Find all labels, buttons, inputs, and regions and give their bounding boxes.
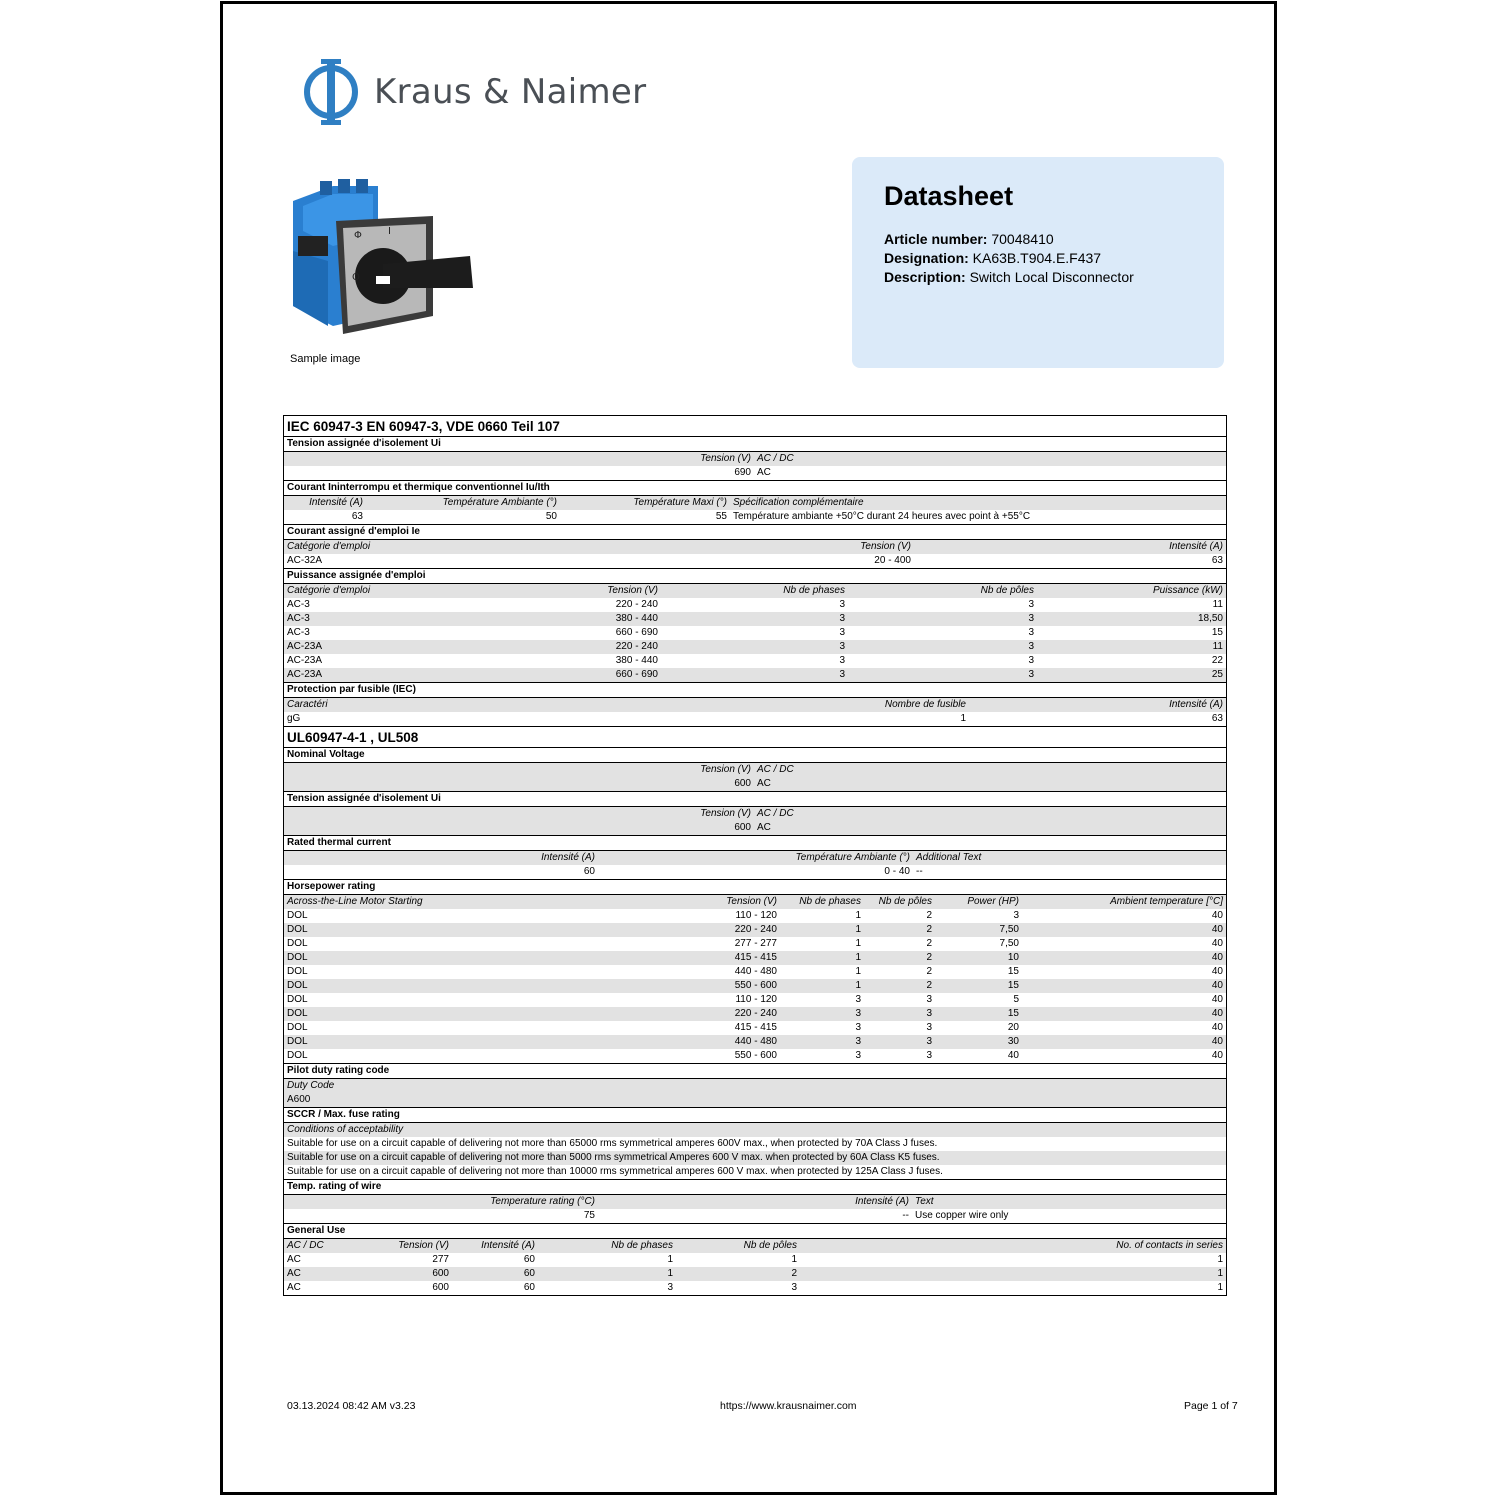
table-row [284,1035,1226,1049]
table-cell: 1 [667,1254,673,1265]
table-header: Across-the-Line Motor Starting [284,895,707,909]
table-cell: -- [902,1210,909,1221]
table-row [284,1007,1226,1021]
brand-name: Kraus & Naimer [374,72,647,112]
table-cell: DOL [284,1035,707,1049]
table-cell: 380 - 440 [564,612,661,626]
table-row [284,1021,1226,1035]
table-cell: Température ambiante +50°C durant 24 heures avec point à +55°C [733,511,1031,522]
table-header: Tension (V) [707,895,780,909]
table-row [284,909,1226,923]
table-cell: 40 [1022,923,1226,937]
section-title: Temp. rating of wire [284,1180,1226,1195]
table-cell: 3 [839,599,845,610]
svg-text:O: O [352,272,360,283]
table-header: AC / DC [754,452,1226,466]
table-cell: 277 - 277 [734,938,777,949]
ul-ui-table [284,807,1226,836]
table-cell: AC [754,777,1226,792]
table-cell: 415 - 415 [734,1022,777,1033]
table-header: Nombre de fusible [684,698,969,712]
table-cell: AC [287,1254,301,1265]
table-cell: 380 - 440 [615,655,658,666]
table-cell: AC-32A [287,555,323,566]
table-cell: 550 - 600 [707,979,780,993]
table-cell: 7,50 [999,938,1019,949]
table-header: Intensité (A) [452,1239,538,1253]
table-cell: 7,50 [935,923,1022,937]
table-cell: Suitable for use on a circuit capable of delivering not more than 10000 rms symmetrical amperes 600 V max. when protected by 125A Class J fuses. [287,1166,943,1177]
section-title: Courant assigné d'emploi Ie [284,525,1226,540]
table-cell: DOL [287,994,308,1005]
table-header: Intensité (A) [598,1195,912,1209]
table-cell: 660 - 690 [615,627,658,638]
table-header: Tension (V) [366,1239,452,1253]
section-title: Tension assignée d'isolement Ui [284,792,1226,807]
table-cell: AC-23A [287,655,323,666]
table-cell: 40 [1211,966,1223,977]
table-row [284,937,1226,951]
table-cell: 0 - 40 [884,866,910,877]
section-title: General Use [284,1224,1226,1239]
table-cell: 220 - 240 [707,923,780,937]
table-header: Power (HP) [935,895,1022,909]
table-cell: 40 [1211,910,1223,921]
ul-nominal-table [284,763,1226,792]
table-cell: 3 [848,612,1037,626]
table-row [284,1049,1226,1064]
table-cell: 60 [523,1254,535,1265]
table-header: Température Maxi (°) [560,496,730,510]
table-header: Tension (V) [644,540,914,554]
table-cell: 40 [1022,951,1226,965]
table-row [284,668,1226,683]
article-label: Article number: [884,231,988,247]
description [884,268,1192,287]
ul-standard-title: UL60947-4-1 , UL508 [284,727,1226,748]
table-cell: 11 [1037,640,1226,654]
table-cell: 3 [864,1035,935,1049]
product-image [288,176,476,336]
table-cell: 3 [848,640,1037,654]
table-cell: 3 [791,1282,797,1293]
ul-sccr-table [284,1123,1226,1180]
table-cell: 40 [1211,1022,1223,1033]
table-cell: 1 [780,979,864,993]
table-cell: 3 [926,1050,932,1061]
table-cell: 600 [366,1267,452,1281]
table-row [284,1281,1226,1295]
table-row [284,951,1226,965]
footer-page: Page 1 of 7 [1184,1400,1238,1412]
table-row [284,1151,1226,1165]
table-row [284,1165,1226,1180]
table-cell: 5 [1013,994,1019,1005]
section-title: Pilot duty rating code [284,1064,1226,1079]
table-header: Nb de pôles [848,584,1037,598]
table-header: Conditions of acceptability [284,1123,1226,1137]
table-cell: 50 [545,511,557,522]
iec-fuse-table [284,698,1226,727]
table-row [284,598,1226,612]
section-title: SCCR / Max. fuse rating [284,1108,1226,1123]
table-cell: 600 [432,1282,449,1293]
specification-table [283,415,1227,1296]
table-row [284,626,1226,640]
table-header: Température Ambiante (°) [366,496,560,510]
table-cell: 40 [1211,938,1223,949]
table-header: AC / DC [754,807,1226,821]
table-cell: 3 [661,640,848,654]
table-cell: 1 [800,1267,1226,1281]
table-cell: 63 [1211,713,1223,724]
phi-logo-icon [302,58,360,126]
table-cell: 60 [583,866,595,877]
table-cell: 2 [864,979,935,993]
table-cell: 2 [926,938,932,949]
table-cell: 22 [1211,655,1223,666]
table-header: Intensité (A) [914,540,1226,554]
table-cell: 1 [791,1254,797,1265]
table-header: Caractéri [284,698,684,712]
table-header: Intensité (A) [284,851,598,865]
table-cell: 3 [667,1282,673,1293]
table-header: Temperature rating (°C) [284,1195,598,1209]
table-cell: 3 [1013,910,1019,921]
section-title: Courant Ininterrompu et thermique conventionnel Iu/Ith [284,481,1226,496]
table-cell: 3 [780,1035,864,1049]
table-cell: Use copper wire only [915,1210,1009,1221]
table-cell: Suitable for use on a circuit capable of delivering not more than 65000 rms symmetrical amperes 600V max., when protected by 70A Class J fuses. [287,1138,938,1149]
table-cell: 1 [538,1267,676,1281]
table-cell: 3 [1028,655,1034,666]
brand-logo [302,57,646,127]
table-cell: 55 [715,511,727,522]
table-cell: DOL [284,1007,707,1021]
table-cell: 15 [935,979,1022,993]
section-title: Rated thermal current [284,836,1226,851]
table-cell: 2 [926,966,932,977]
table-header: Additional Text [913,851,1226,865]
table-header: AC / DC [284,1239,366,1253]
table-cell: 18,50 [1037,612,1226,626]
table-row [284,923,1226,937]
table-cell: 550 - 600 [734,1050,777,1061]
table-cell: 3 [926,1022,932,1033]
designation [884,249,1192,268]
table-cell: 30 [935,1035,1022,1049]
table-cell: 40 [1022,1007,1226,1021]
table-cell: 75 [583,1210,595,1221]
description-value: Switch Local Disconnector [969,269,1134,285]
table-cell: 600 [284,821,754,836]
table-header: Nb de phases [780,895,864,909]
footer-date: 03.13.2024 08:42 AM v3.23 [287,1400,416,1412]
section-title: Horsepower rating [284,880,1226,895]
section-title: Tension assignée d'isolement Ui [284,437,1226,452]
table-cell: 1 [855,910,861,921]
ul-pilot-table [284,1079,1226,1108]
table-header: Température Ambiante (°) [598,851,913,865]
ul-horsepower-table [284,895,1226,1064]
table-cell: 15 [935,1007,1022,1021]
designation-value: KA63B.T904.E.F437 [972,250,1102,266]
table-cell: DOL [284,951,707,965]
image-caption: Sample image [290,353,361,365]
iec-ith-table [284,496,1226,525]
table-cell: 25 [1037,668,1226,683]
table-cell: 220 - 240 [707,1007,780,1021]
table-row [284,979,1226,993]
table-cell: 1 [855,966,861,977]
table-cell: 3 [1028,627,1034,638]
table-cell: 63 [351,511,363,522]
table-cell: 1 [780,951,864,965]
table-header: AC / DC [754,763,1226,777]
table-cell: 220 - 240 [564,640,661,654]
table-row [284,1253,1226,1267]
table-header: Tension (V) [564,584,661,598]
table-cell: AC-3 [287,599,310,610]
table-header: Tension (V) [284,452,754,466]
table-cell: 3 [855,1022,861,1033]
table-cell: 60 [523,1282,535,1293]
table-cell: 3 [839,627,845,638]
description-label: Description: [884,269,966,285]
table-cell: AC-3 [284,612,564,626]
iec-standard-title: IEC 60947-3 EN 60947-3, VDE 0660 Teil 107 [284,416,1226,437]
table-header: No. of contacts in series [800,1239,1226,1253]
svg-text:Φ: Φ [354,230,362,241]
table-header: Catégorie d'emploi [284,540,644,554]
table-cell: DOL [287,938,308,949]
table-cell: 20 - 400 [874,555,911,566]
table-header: Tension (V) [284,763,754,777]
table-cell: 1 [1217,1282,1223,1293]
table-cell: 3 [839,655,845,666]
article-number [884,230,1192,249]
iec-ie-table [284,540,1226,569]
table-row [284,612,1226,626]
table-cell: 63 [1211,555,1223,566]
table-row [284,1137,1226,1151]
table-cell: A600 [284,1093,1226,1108]
ul-wire-table [284,1195,1226,1224]
table-header: Ambient temperature [°C] [1022,895,1226,909]
datasheet-title: Datasheet [884,181,1014,211]
table-cell: -- [916,866,923,877]
section-title: Protection par fusible (IEC) [284,683,1226,698]
table-cell: 40 [1022,979,1226,993]
table-cell: 3 [855,1050,861,1061]
table-cell: DOL [284,979,707,993]
table-cell: 40 [1007,1050,1019,1061]
iec-power-table [284,584,1226,683]
table-header: Nb de pôles [864,895,935,909]
table-cell: 415 - 415 [707,951,780,965]
section-title: Puissance assignée d'emploi [284,569,1226,584]
table-cell: 440 - 480 [707,1035,780,1049]
table-row [284,965,1226,979]
table-cell: 1 [780,923,864,937]
table-cell: 3 [864,1007,935,1021]
table-cell: DOL [287,1022,308,1033]
table-cell: 40 [1022,1035,1226,1049]
table-cell: AC-23A [284,668,564,683]
table-cell: 40 [1211,1050,1223,1061]
table-header: Duty Code [284,1079,1226,1093]
table-cell: 3 [661,612,848,626]
table-row [284,654,1226,668]
table-cell: 10 [935,951,1022,965]
table-row [284,1267,1226,1281]
table-cell: AC [757,467,771,478]
table-cell: 3 [661,668,848,683]
table-cell: 40 [1211,994,1223,1005]
table-cell: 690 [734,467,751,478]
table-cell: DOL [287,966,308,977]
table-cell: 3 [780,1007,864,1021]
table-cell: 1 [960,713,966,724]
table-header: Spécification complémentaire [730,496,1226,510]
table-cell: DOL [287,910,308,921]
svg-text:I: I [388,226,391,237]
table-cell: 3 [855,994,861,1005]
table-cell: AC-23A [284,640,564,654]
table-row [284,993,1226,1007]
table-cell: AC [754,821,1226,836]
footer-url[interactable]: https://www.krausnaimer.com [720,1400,857,1412]
table-header: Intensité (A) [969,698,1226,712]
table-header: Nb de phases [538,1239,676,1253]
table-header: Tension (V) [284,807,754,821]
table-header: Catégorie d'emploi [284,584,564,598]
table-cell: 11 [1212,599,1223,610]
table-cell: 220 - 240 [615,599,658,610]
datasheet-info-box [852,157,1224,368]
table-cell: 20 [1007,1022,1019,1033]
table-header: Puissance (kW) [1037,584,1226,598]
table-cell: 660 - 690 [564,668,661,683]
iec-ui-table [284,452,1226,481]
table-cell: 2 [926,910,932,921]
table-cell: DOL [287,1050,308,1061]
table-cell: 3 [848,668,1037,683]
designation-label: Designation: [884,250,969,266]
table-cell: 1 [1217,1254,1223,1265]
table-cell: 3 [926,994,932,1005]
table-cell: gG [287,713,301,724]
table-cell: AC [284,1267,366,1281]
table-cell: 15 [1211,627,1223,638]
table-cell: AC [287,1282,301,1293]
table-row [284,640,1226,654]
table-header: Nb de pôles [676,1239,800,1253]
table-cell: 2 [676,1267,800,1281]
table-cell: 1 [855,938,861,949]
table-cell: 15 [1007,966,1019,977]
table-cell: 440 - 480 [734,966,777,977]
table-cell: DOL [284,923,707,937]
table-cell: 110 - 120 [735,910,777,921]
table-cell: 600 [284,777,754,792]
article-value: 70048410 [991,231,1054,247]
table-cell: 3 [1028,599,1034,610]
table-cell: 277 [432,1254,449,1265]
table-header: Nb de phases [661,584,848,598]
table-cell: 2 [864,923,935,937]
table-cell: 2 [864,951,935,965]
ul-thermal-table [284,851,1226,880]
table-cell: Suitable for use on a circuit capable of delivering not more than 5000 rms symmetrical Amperes 600 V max. when protected by 60A Class K5 fuses. [284,1151,1226,1165]
table-cell: 110 - 120 [735,994,777,1005]
table-header: Intensité (A) [284,496,366,510]
section-title: Nominal Voltage [284,748,1226,763]
table-cell: 60 [452,1267,538,1281]
ul-general-table [284,1239,1226,1295]
table-header: Text [912,1195,1226,1209]
table-cell: AC-3 [287,627,310,638]
